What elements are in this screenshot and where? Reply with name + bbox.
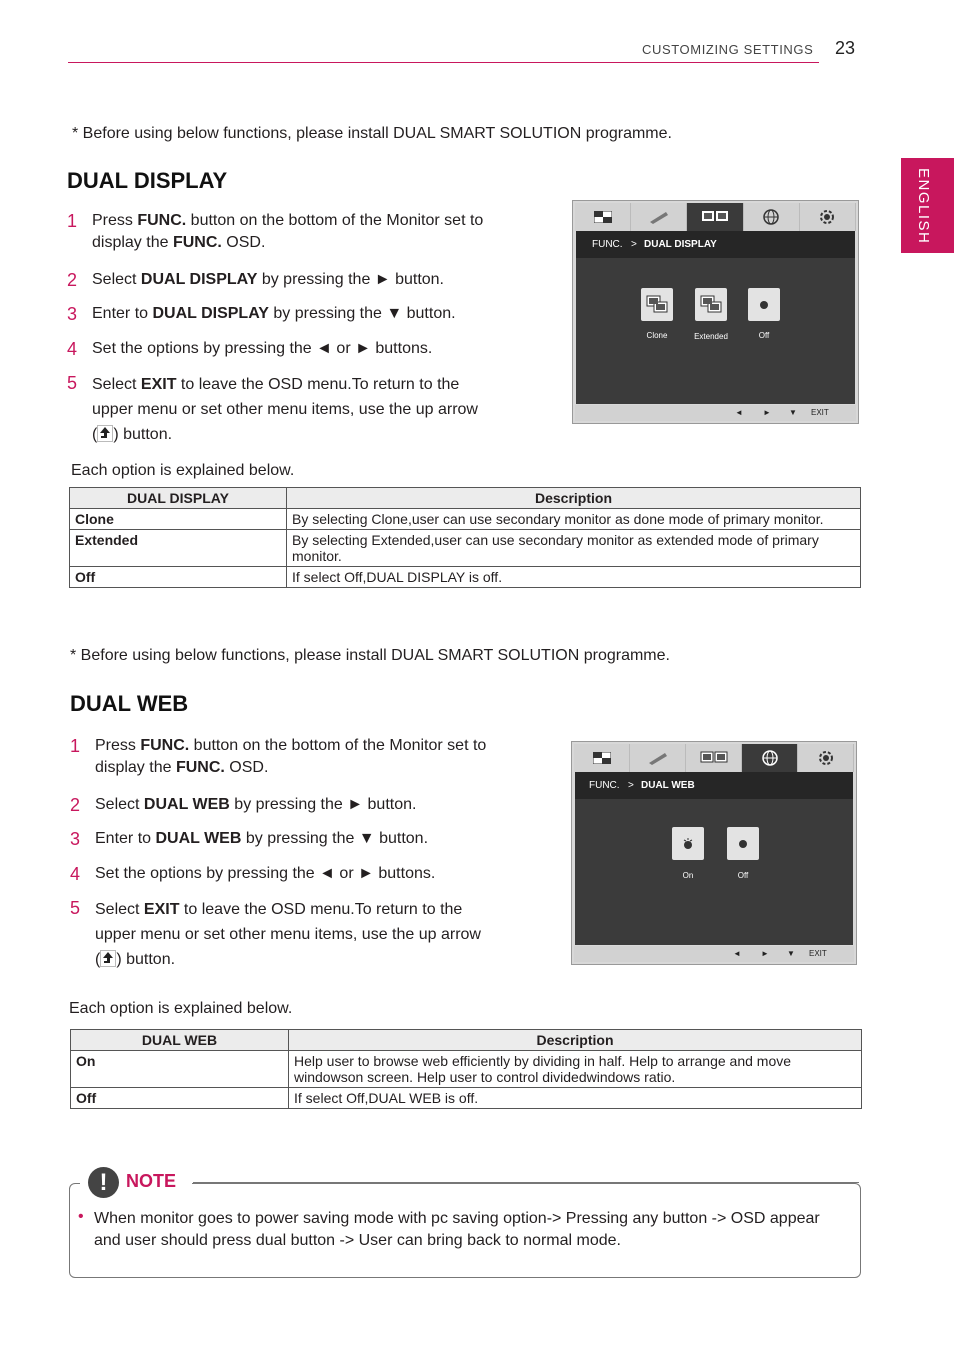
step-2-text: Select DUAL DISPLAY by pressing the ► button. (92, 271, 444, 288)
column-header: DUAL WEB (71, 1030, 289, 1051)
install-note: * Before using below functions, please install DUAL SMART SOLUTION programme. (72, 125, 672, 142)
down-arrow-icon: ▼ (787, 949, 795, 958)
option-description: By selecting Extended,user can use secondary monitor as extended mode of primary monitor. (287, 530, 861, 567)
option-label: Extended (694, 332, 728, 341)
picture-mode-icon (575, 203, 631, 231)
step-number: 4 (67, 339, 78, 359)
globe-icon (742, 744, 798, 772)
osd-separator: > (631, 239, 637, 250)
osd-exit-label: EXIT (811, 408, 829, 417)
table-row (70, 567, 861, 588)
option-name: Clone (70, 509, 287, 530)
option-description: Help user to browse web efficiently by dividing in half. Help to arrange and move windowson screen. Help user to control dividedwindows ratio. (289, 1051, 862, 1088)
dual-display-tab-icon (687, 203, 743, 231)
column-header: Description (289, 1030, 862, 1051)
left-arrow-icon: ◄ (735, 408, 743, 417)
column-header: DUAL DISPLAY (70, 488, 287, 509)
off-option-button[interactable] (727, 827, 759, 860)
note-rule (193, 1182, 859, 1183)
option-name: On (71, 1051, 289, 1088)
osd-exit-label: EXIT (809, 949, 827, 958)
osd-screenshot-dual-web (571, 741, 857, 965)
osd-title: DUAL WEB (641, 780, 695, 791)
option-label: On (682, 871, 694, 880)
osd-menu-bar (574, 744, 854, 772)
osd-func-label: FUNC. (592, 239, 623, 250)
section-heading-dual-web: DUAL WEB (70, 691, 189, 716)
step-3-text: Enter to DUAL WEB by pressing the ▼ button. (95, 830, 429, 847)
picture-mode-icon (574, 744, 630, 772)
option-name: Off (70, 567, 287, 588)
bullet-icon: • (78, 1208, 84, 1225)
section-heading-dual-display: DUAL DISPLAY (67, 168, 228, 193)
options-table-dual-display (69, 487, 861, 588)
note-label: NOTE (126, 1171, 177, 1191)
option-label: Off (737, 871, 749, 880)
up-arrow-icon (100, 950, 116, 967)
settings-icon (798, 744, 854, 772)
clone-option-button[interactable] (641, 288, 673, 321)
osd-footer (575, 405, 856, 421)
osd-separator: > (628, 780, 634, 791)
option-description: If select Off,DUAL DISPLAY is off. (287, 567, 861, 588)
step-number: 1 (70, 736, 81, 756)
step-2-text: Select DUAL WEB by pressing the ► button. (95, 796, 417, 813)
step-4-text: Set the options by pressing the ◄ or ► buttons. (95, 865, 436, 882)
running-header: CUSTOMIZING SETTINGS (642, 42, 814, 57)
step-3-text: Enter to DUAL DISPLAY by pressing the ▼ button. (92, 305, 456, 322)
step-number: 5 (70, 898, 81, 918)
step-number: 2 (70, 795, 81, 815)
extended-option-button[interactable] (695, 288, 727, 321)
osd-footer (574, 946, 854, 962)
osd-func-label: FUNC. (589, 780, 620, 791)
table-header-row (70, 488, 861, 509)
left-arrow-icon: ◄ (733, 949, 741, 958)
note-text: When monitor goes to power saving mode with pc saving option-> Pressing any button -> OSD appear and user should press dual button -> User can bring back to normal mode. (94, 1210, 820, 1249)
settings-icon (800, 203, 856, 231)
step-number: 3 (67, 304, 78, 324)
step-number: 2 (67, 270, 78, 290)
table-row (71, 1088, 862, 1109)
explain-line: Each option is explained below. (69, 1000, 293, 1017)
option-label: Clone (646, 331, 668, 340)
table-row (70, 509, 861, 530)
step-5-text: Select EXIT to leave the OSD menu.To return to the upper menu or set other menu items, use the up arrow ( ) button. (92, 376, 478, 443)
option-label: Off (758, 331, 770, 340)
up-arrow-icon (97, 425, 113, 442)
step-4-text: Set the options by pressing the ◄ or ► buttons. (92, 340, 433, 357)
right-arrow-icon: ► (761, 949, 769, 958)
on-option-button[interactable] (672, 827, 704, 860)
table-header-row (71, 1030, 862, 1051)
step-number: 4 (70, 864, 81, 884)
header-rule (68, 62, 819, 63)
language-tab-label: ENGLISH (915, 168, 932, 245)
osd-title-bar (576, 231, 855, 258)
step-1-text: Press FUNC. button on the bottom of the Monitor set to display the FUNC. OSD. (95, 737, 487, 776)
osd-title-bar (575, 772, 853, 799)
table-row (71, 1051, 862, 1088)
step-number: 3 (70, 829, 81, 849)
right-arrow-icon: ► (763, 408, 771, 417)
off-option-button[interactable] (748, 288, 780, 321)
column-header: Description (287, 488, 861, 509)
option-description: If select Off,DUAL WEB is off. (289, 1088, 862, 1109)
install-note: * Before using below functions, please install DUAL SMART SOLUTION programme. (70, 647, 670, 664)
osd-menu-bar (575, 203, 856, 231)
explain-line: Each option is explained below. (71, 462, 295, 479)
step-5-text: Select EXIT to leave the OSD menu.To return to the upper menu or set other menu items, use the up arrow ( ) button. (95, 901, 481, 968)
step-number: 1 (67, 211, 78, 231)
osd-screen (576, 231, 855, 404)
option-name: Extended (70, 530, 287, 567)
tools-icon (631, 203, 687, 231)
osd-title: DUAL DISPLAY (644, 239, 717, 250)
options-table-dual-web (70, 1029, 862, 1109)
language-tab (901, 158, 954, 253)
option-name: Off (71, 1088, 289, 1109)
option-description: By selecting Clone,user can use secondary monitor as done mode of primary monitor. (287, 509, 861, 530)
step-number: 5 (67, 373, 78, 393)
step-1-text: Press FUNC. button on the bottom of the Monitor set to display the FUNC. OSD. (92, 212, 484, 251)
table-row (70, 530, 861, 567)
globe-icon (744, 203, 800, 231)
osd-screen (575, 772, 853, 945)
down-arrow-icon: ▼ (789, 408, 797, 417)
dual-display-tab-icon (686, 744, 742, 772)
page-number: 23 (835, 38, 856, 58)
tools-icon (630, 744, 686, 772)
osd-screenshot-dual-display (572, 200, 859, 424)
exclamation-icon: ! (88, 1167, 119, 1198)
